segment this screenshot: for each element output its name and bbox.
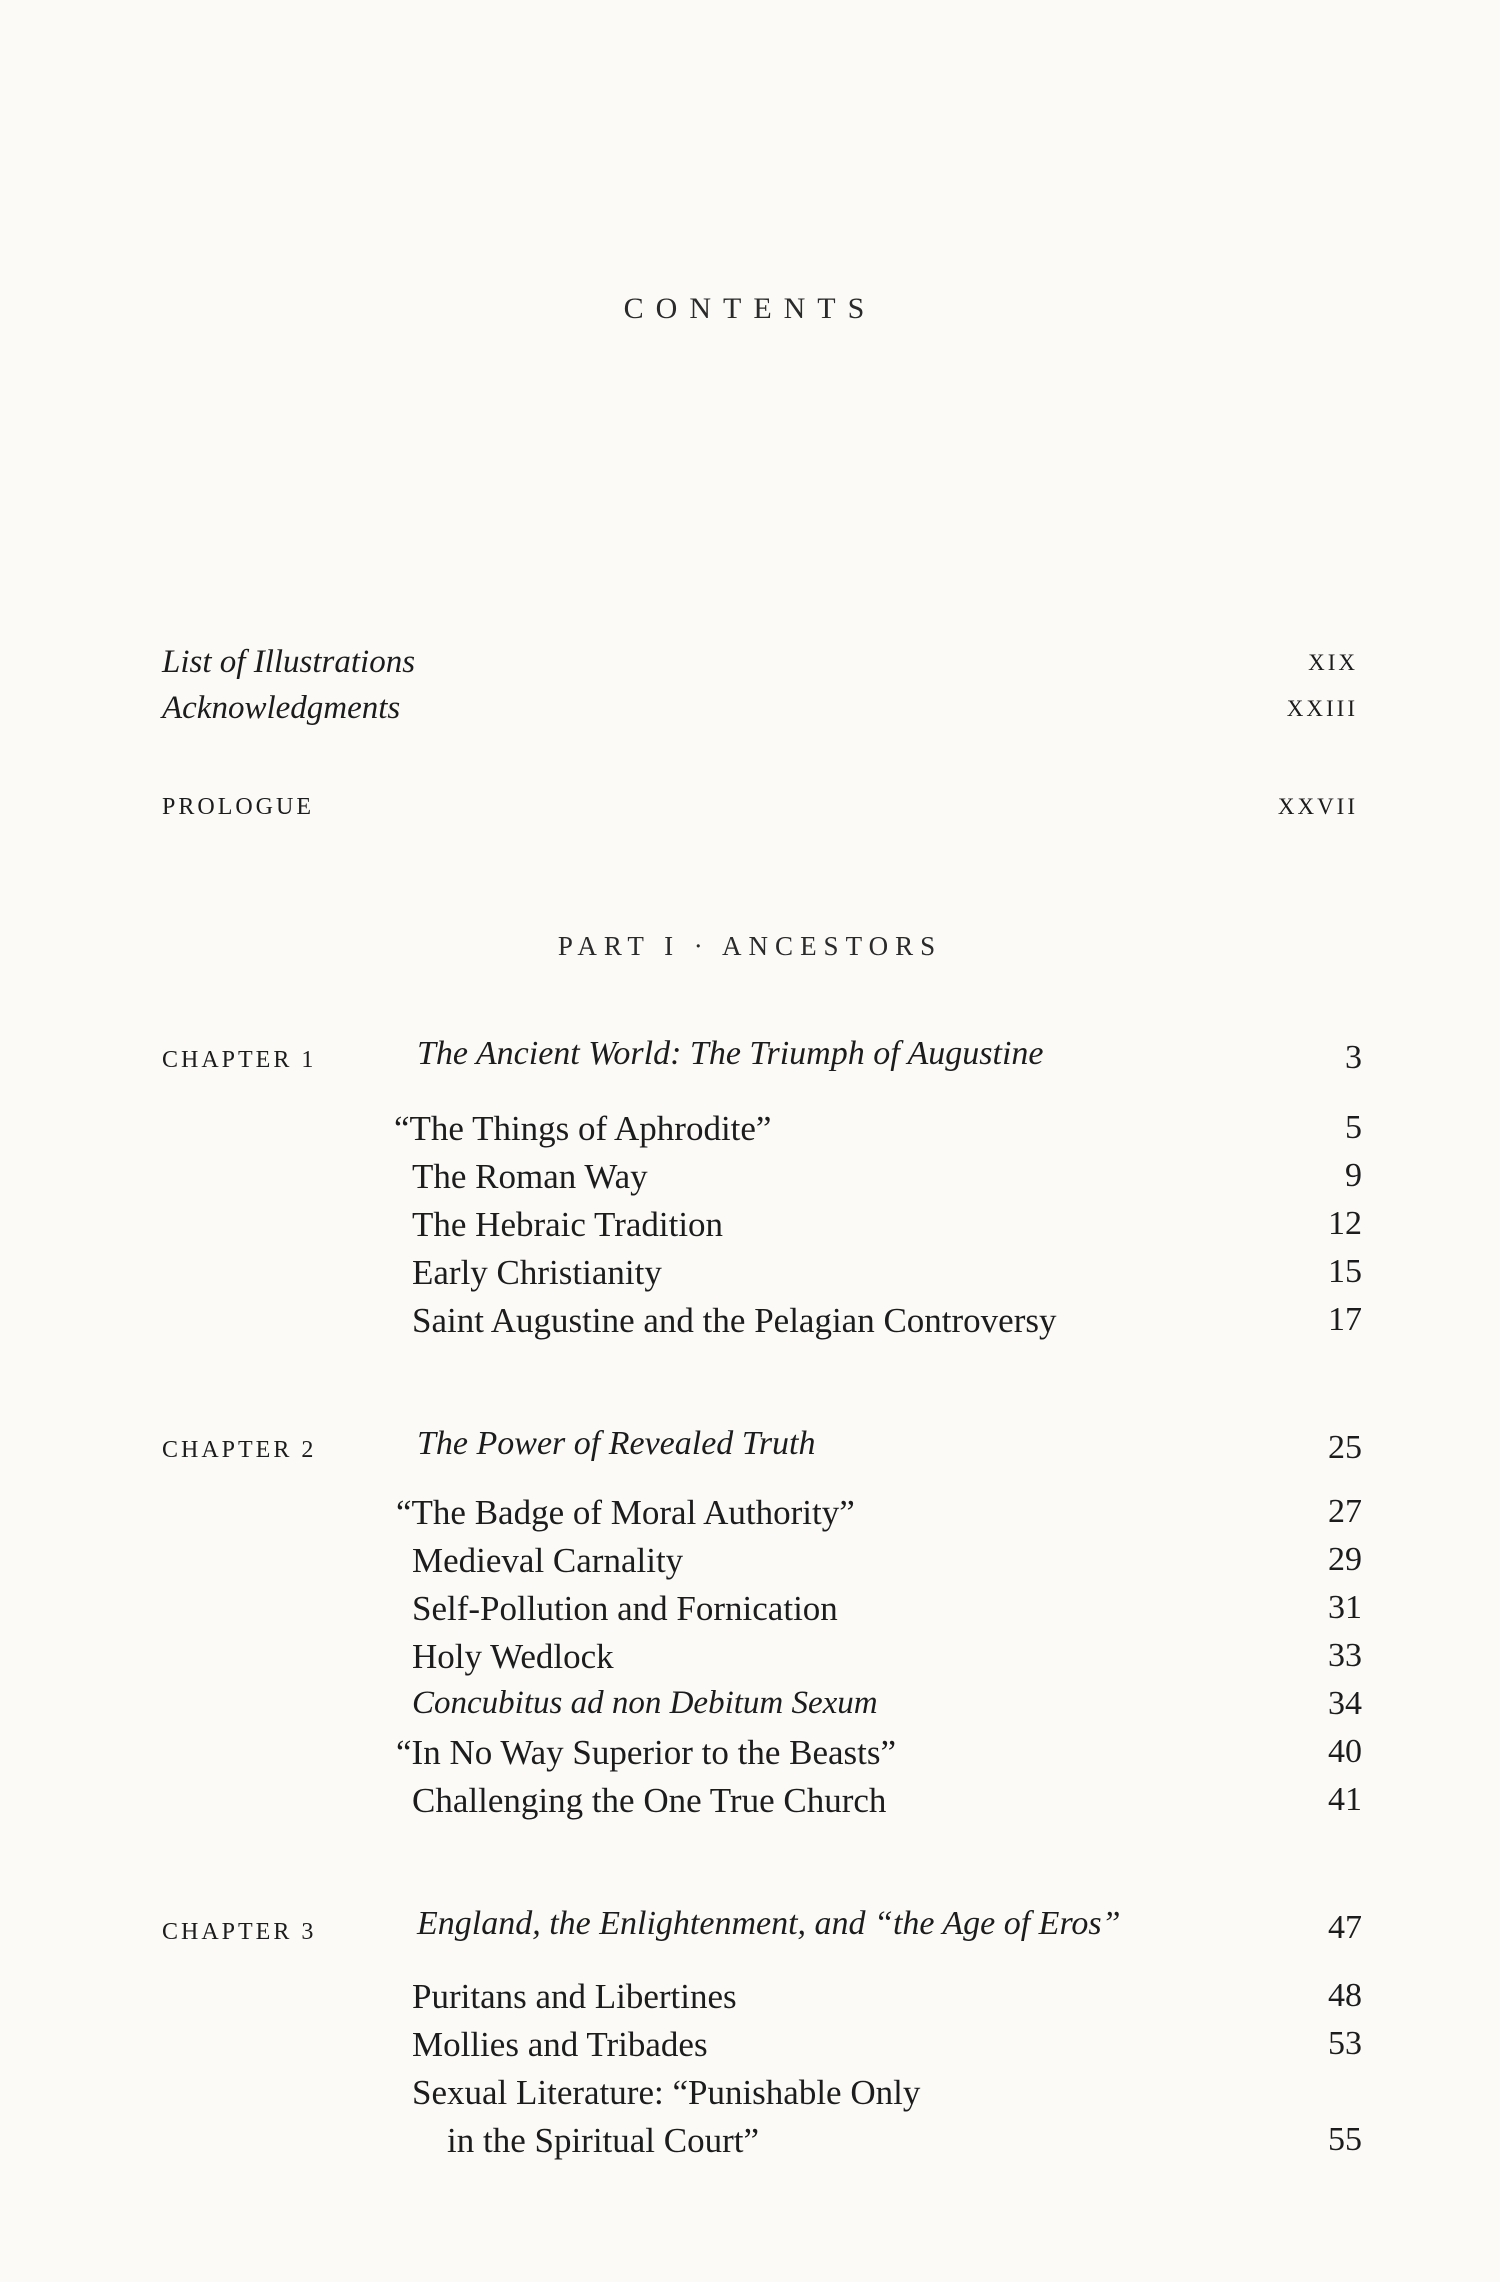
toc-entry[interactable] <box>162 2073 1362 2121</box>
chapter-page: 3 <box>1345 1039 1362 1076</box>
entry-title: Medieval Carnality <box>412 1541 684 1580</box>
entry-page: 48 <box>1328 1977 1362 2014</box>
part-heading: PART I · ANCESTORS <box>557 931 943 961</box>
chapter-label: CHAPTER 1 <box>162 1047 317 1073</box>
front-matter-item[interactable] <box>162 644 1358 688</box>
entry-title: Challenging the One True Church <box>412 1781 887 1820</box>
toc-entry[interactable] <box>162 1781 1362 1829</box>
toc-entry[interactable] <box>162 1589 1362 1637</box>
toc-entry[interactable] <box>162 1685 1362 1733</box>
front-matter-item[interactable] <box>162 690 1358 734</box>
entry-page: 5 <box>1345 1109 1362 1146</box>
entry-page: 29 <box>1328 1541 1362 1578</box>
entry-title: Sexual Literature: “Punishable Only <box>412 2073 921 2112</box>
chapter-page: 47 <box>1328 1909 1362 1946</box>
entry-title: Holy Wedlock <box>412 1637 614 1676</box>
chapter-title[interactable]: The Power of Revealed Truth <box>417 1425 816 1462</box>
toc-entry[interactable] <box>162 1637 1362 1685</box>
entry-page: 17 <box>1328 1301 1362 1338</box>
entry-page: 40 <box>1328 1733 1362 1770</box>
chapter-3 <box>162 1905 1362 2185</box>
front-matter-item[interactable] <box>162 792 1358 832</box>
chapter-title[interactable]: The Ancient World: The Triumph of Augustine <box>417 1035 1044 1072</box>
entry-page: 27 <box>1328 1493 1362 1530</box>
toc-entry[interactable] <box>162 2025 1362 2073</box>
front-matter-page: XXVII <box>1277 794 1358 819</box>
front-matter-page: XXIII <box>1286 696 1358 721</box>
chapter-label: CHAPTER 2 <box>162 1437 317 1463</box>
entry-title: Puritans and Libertines <box>412 1977 737 2016</box>
entry-page: 34 <box>1328 1685 1362 1722</box>
chapter-title[interactable]: England, the Enlightenment, and “the Age of Eros” <box>417 1905 1121 1942</box>
front-matter-label: PROLOGUE <box>162 794 315 820</box>
toc-entry[interactable] <box>162 1253 1362 1301</box>
entry-title: “In No Way Superior to the Beasts” <box>396 1733 897 1772</box>
entry-title: The Roman Way <box>412 1157 648 1196</box>
chapter-label: CHAPTER 3 <box>162 1919 317 1945</box>
entry-title: Concubitus ad non Debitum Sexum <box>412 1685 878 1721</box>
chapter-page: 25 <box>1328 1429 1362 1466</box>
toc-entry[interactable] <box>162 1977 1362 2025</box>
toc-entry[interactable] <box>162 1301 1362 1349</box>
front-matter-label: Acknowledgments <box>162 690 401 726</box>
entry-page: 9 <box>1345 1157 1362 1194</box>
toc-entry[interactable] <box>162 1109 1362 1157</box>
entry-title: The Hebraic Tradition <box>412 1205 724 1244</box>
entry-page: 33 <box>1328 1637 1362 1674</box>
entry-title: “The Things of Aphrodite” <box>394 1109 772 1148</box>
entry-title: in the Spiritual Court” <box>447 2121 760 2160</box>
entry-title: “The Badge of Moral Authority” <box>396 1493 855 1532</box>
entry-title: Self-Pollution and Fornication <box>412 1589 838 1628</box>
entry-title: Mollies and Tribades <box>412 2025 708 2064</box>
toc-entry[interactable] <box>162 1493 1362 1541</box>
page-title: CONTENTS <box>623 292 877 325</box>
toc-entry[interactable] <box>162 2121 1362 2169</box>
entry-title: Early Christianity <box>412 1253 662 1292</box>
entry-title: Saint Augustine and the Pelagian Controversy <box>412 1301 1057 1340</box>
front-matter-page: XIX <box>1308 650 1358 675</box>
entry-page: 15 <box>1328 1253 1362 1290</box>
entry-page: 12 <box>1328 1205 1362 1242</box>
toc-entry[interactable] <box>162 1157 1362 1205</box>
toc-entry[interactable] <box>162 1733 1362 1781</box>
entry-page: 41 <box>1328 1781 1362 1818</box>
entry-page: 53 <box>1328 2025 1362 2062</box>
entry-page: 55 <box>1328 2121 1362 2158</box>
toc-entry[interactable] <box>162 1541 1362 1589</box>
toc-entry[interactable] <box>162 1205 1362 1253</box>
front-matter-label: List of Illustrations <box>162 644 416 680</box>
chapter-1 <box>162 1035 1362 1355</box>
entry-page: 31 <box>1328 1589 1362 1626</box>
chapter-2 <box>162 1425 1362 1845</box>
